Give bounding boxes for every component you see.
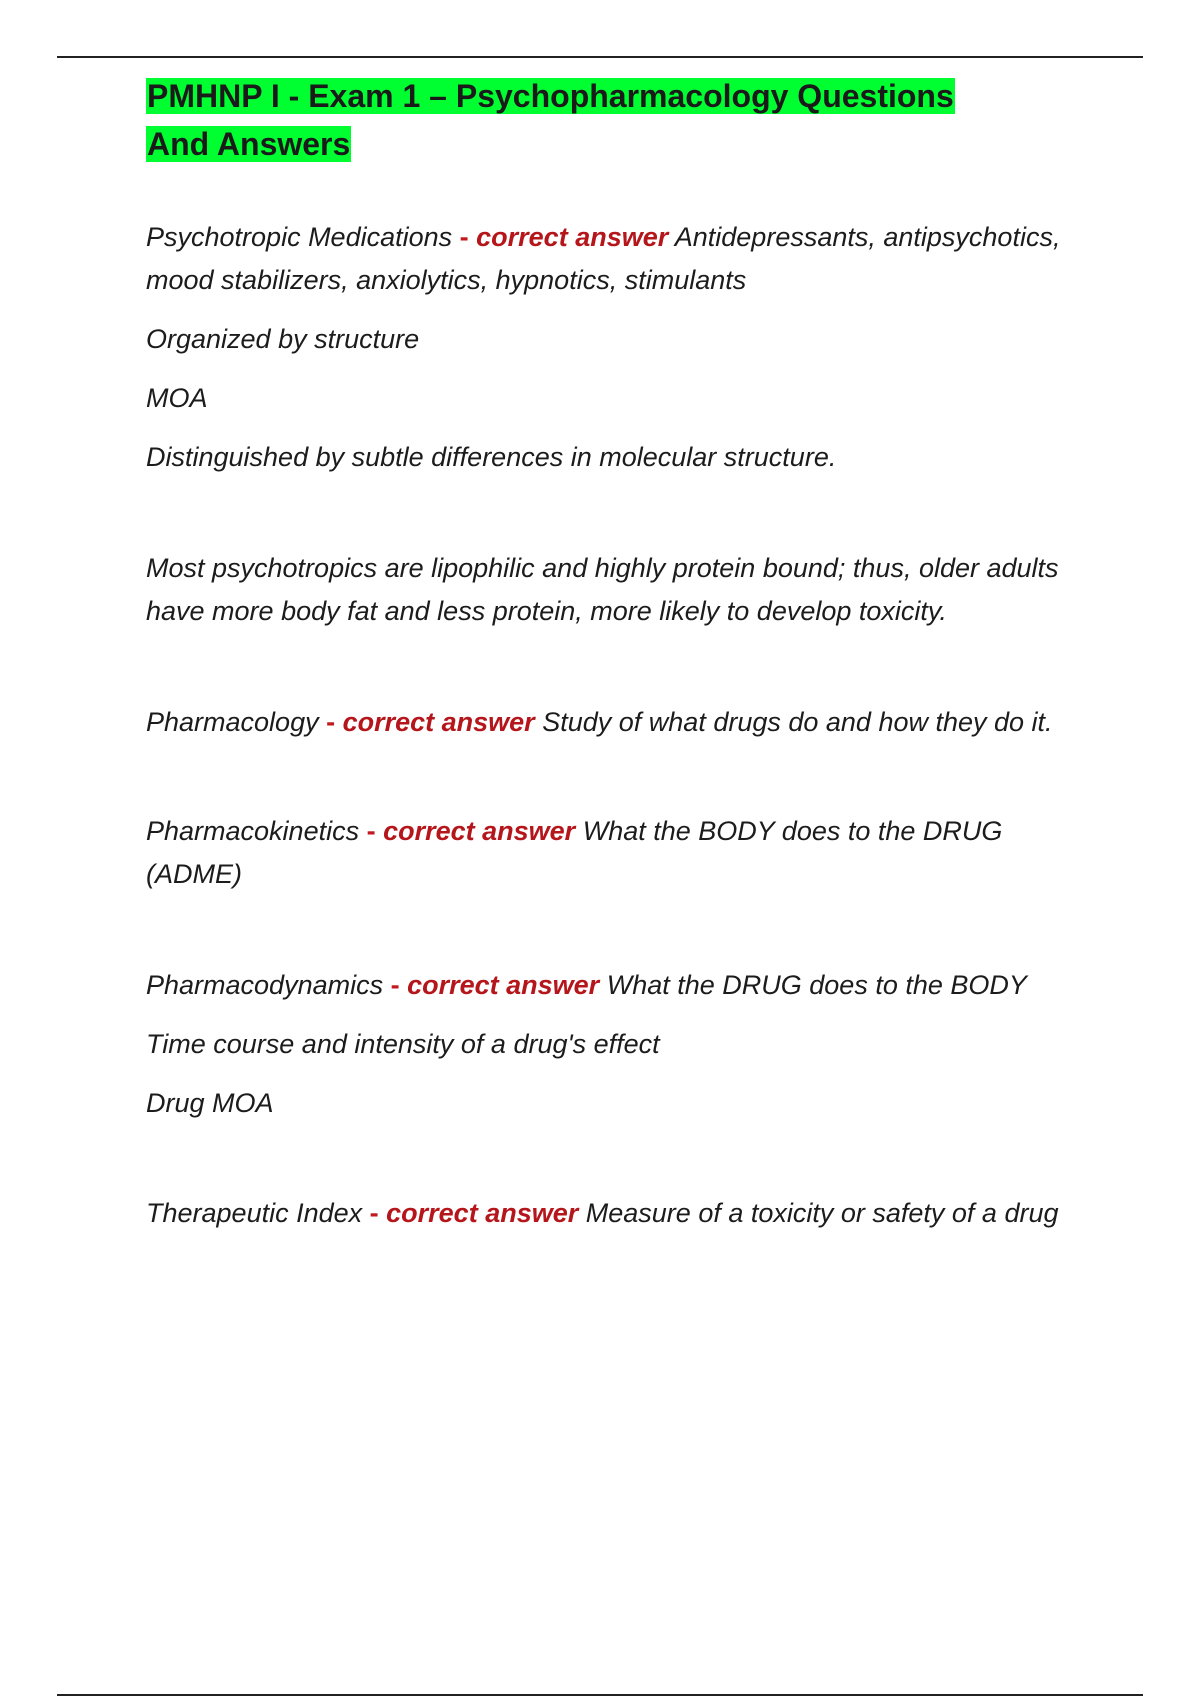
qa-line <box>146 701 1086 744</box>
qa-entry-pharmacology <box>146 701 1086 744</box>
note-entry <box>146 547 1086 633</box>
qa-line <box>146 216 1086 302</box>
separator: - <box>359 816 384 846</box>
note-text: Most psychotropics are lipophilic and highly protein bound; thus, older adults have more body fat and less protein, more likely to develop toxicity. <box>146 553 1059 626</box>
correct-answer-label: correct answer <box>383 816 576 846</box>
answer-text: Measure of a toxicity or safety of a drug <box>585 1198 1059 1228</box>
answer-text: Antidepressants, antipsychotics, mood stabilizers, anxiolytics, hypnotics, stimulants <box>146 222 1061 295</box>
answer-detail: Distinguished by subtle differences in molecular structure. <box>146 442 837 472</box>
document-page <box>146 72 1086 1235</box>
qa-line <box>146 964 1086 1007</box>
top-rule <box>57 56 1143 58</box>
term: Psychotropic Medications <box>146 222 453 252</box>
answer-detail: Drug MOA <box>146 1088 274 1118</box>
qa-entry-psychotropic-medications <box>146 216 1086 479</box>
separator: - <box>362 1198 387 1228</box>
qa-line <box>146 810 1086 896</box>
document-title <box>146 72 1086 168</box>
term: Pharmacodynamics <box>146 970 384 1000</box>
term: Pharmacokinetics <box>146 816 360 846</box>
correct-answer-label: correct answer <box>386 1198 579 1228</box>
separator: - <box>452 222 477 252</box>
qa-line <box>146 1192 1086 1235</box>
term: Pharmacology <box>146 707 319 737</box>
correct-answer-label: correct answer <box>476 222 669 252</box>
correct-answer-label: correct answer <box>342 707 535 737</box>
bottom-rule <box>57 1694 1143 1696</box>
title-line-1: PMHNP I - Exam 1 – Psychopharmacology Questions <box>147 78 954 114</box>
qa-entry-pharmacodynamics <box>146 964 1086 1125</box>
title-line-2: And Answers <box>147 126 351 162</box>
answer-detail: Organized by structure <box>146 324 420 354</box>
answer-text: Study of what drugs do and how they do it. <box>542 707 1053 737</box>
answer-text: What the DRUG does to the BODY <box>606 970 1027 1000</box>
qa-entry-therapeutic-index <box>146 1192 1086 1235</box>
answer-detail: Time course and intensity of a drug's effect <box>146 1029 660 1059</box>
correct-answer-label: correct answer <box>407 970 600 1000</box>
separator: - <box>318 707 343 737</box>
separator: - <box>383 970 408 1000</box>
qa-entry-pharmacokinetics <box>146 810 1086 896</box>
answer-detail: MOA <box>146 383 208 413</box>
term: Therapeutic Index <box>146 1198 363 1228</box>
answer-text: What the BODY does to the DRUG (ADME) <box>146 816 1003 889</box>
